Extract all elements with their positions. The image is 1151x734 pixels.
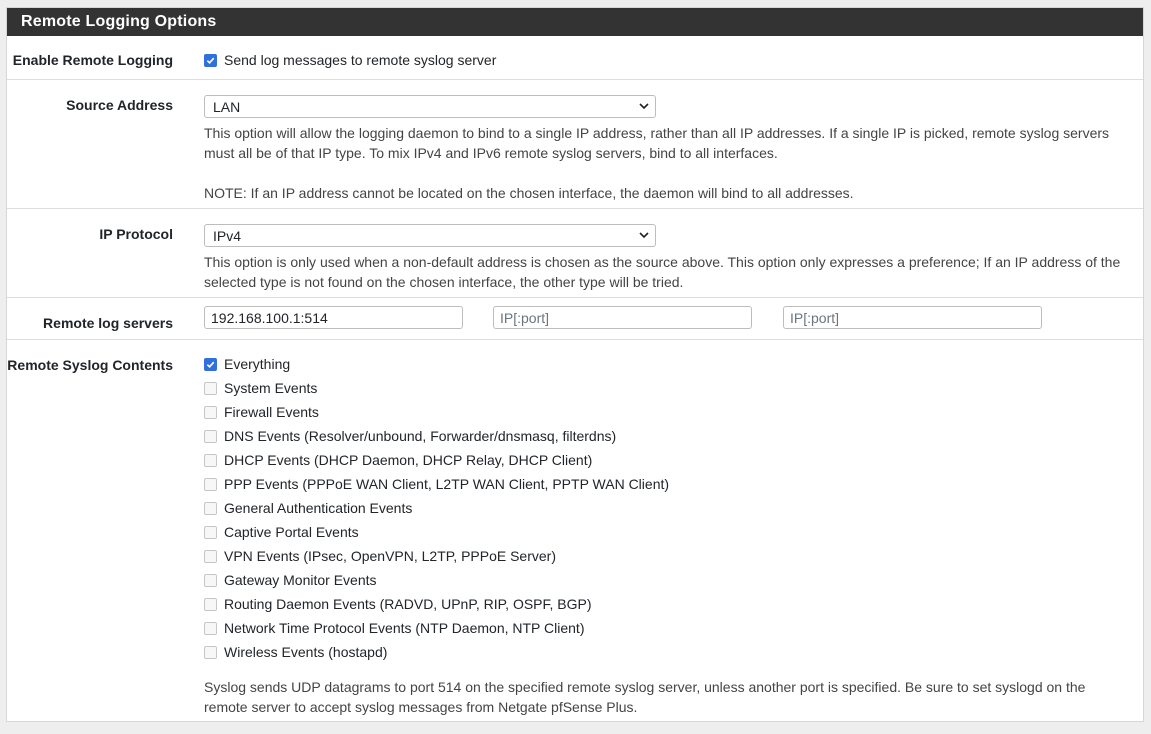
syslog-contents-item[interactable] bbox=[204, 592, 1131, 616]
remote-syslog-contents-row bbox=[7, 340, 1143, 720]
syslog-contents-label: System Events bbox=[224, 380, 318, 396]
syslog-contents-label: Firewall Events bbox=[224, 404, 319, 420]
syslog-contents-label: Network Time Protocol Events (NTP Daemon, NTP Client) bbox=[224, 620, 585, 636]
panel-title: Remote Logging Options bbox=[7, 8, 1143, 36]
syslog-contents-checkbox[interactable] bbox=[204, 478, 217, 491]
remote-syslog-contents-label: Remote Syslog Contents bbox=[7, 357, 173, 373]
source-address-help: This option will allow the logging daemon to bind to a single IP address, rather than all IP addresses. If a single IP is picked, remote syslog servers must all be of that IP type. To mix IPv4 and IPv6 remote syslog servers, bind to all interfaces. bbox=[204, 125, 1110, 161]
ip-protocol-help: This option is only used when a non-default address is chosen as the source above. This option only expresses a preference; If an IP address of the selected type is not found on the chosen interface, the other type will be tried. bbox=[204, 254, 1121, 290]
syslog-contents-label: General Authentication Events bbox=[224, 500, 413, 516]
syslog-contents-item[interactable] bbox=[204, 520, 1131, 544]
remote-log-servers-label: Remote log servers bbox=[43, 315, 173, 331]
syslog-contents-item[interactable] bbox=[204, 616, 1131, 640]
syslog-contents-checkbox[interactable] bbox=[204, 622, 217, 635]
enable-remote-logging-label: Enable Remote Logging bbox=[12, 52, 173, 68]
ip-protocol-row bbox=[7, 209, 1143, 298]
syslog-contents-checkbox[interactable] bbox=[204, 646, 217, 659]
remote-log-servers-row bbox=[7, 298, 1143, 340]
syslog-contents-item[interactable] bbox=[204, 472, 1131, 496]
remote-log-server-1-input[interactable] bbox=[204, 306, 463, 329]
ip-protocol-select[interactable] bbox=[204, 224, 656, 247]
source-address-note: NOTE: If an IP address cannot be located on the chosen interface, the daemon will bind to all addresses. bbox=[204, 185, 854, 201]
syslog-contents-label: Captive Portal Events bbox=[224, 524, 359, 540]
syslog-contents-item[interactable] bbox=[204, 496, 1131, 520]
ip-protocol-label: IP Protocol bbox=[99, 226, 173, 242]
source-address-select-wrap[interactable] bbox=[204, 95, 656, 118]
syslog-contents-item[interactable] bbox=[204, 544, 1131, 568]
syslog-contents-item[interactable] bbox=[204, 568, 1131, 592]
source-address-row bbox=[7, 80, 1143, 209]
syslog-contents-label: VPN Events (IPsec, OpenVPN, L2TP, PPPoE Server) bbox=[224, 548, 556, 564]
syslog-contents-label: Routing Daemon Events (RADVD, UPnP, RIP, OSPF, BGP) bbox=[224, 596, 592, 612]
remote-syslog-contents-list bbox=[204, 352, 1131, 664]
syslog-contents-item[interactable] bbox=[204, 400, 1131, 424]
syslog-contents-label: PPP Events (PPPoE WAN Client, L2TP WAN Client, PPTP WAN Client) bbox=[224, 476, 670, 492]
syslog-contents-label: DNS Events (Resolver/unbound, Forwarder/dnsmasq, filterdns) bbox=[224, 428, 617, 444]
syslog-contents-checkbox[interactable] bbox=[204, 502, 217, 515]
source-address-label: Source Address bbox=[66, 97, 173, 113]
enable-remote-logging-row bbox=[7, 36, 1143, 80]
check-icon bbox=[206, 360, 215, 369]
syslog-contents-checkbox[interactable] bbox=[204, 430, 217, 443]
syslog-contents-label: Gateway Monitor Events bbox=[224, 572, 377, 588]
enable-remote-logging-checkbox-row[interactable] bbox=[204, 50, 1131, 70]
remote-log-server-2-input[interactable] bbox=[493, 306, 752, 329]
remote-syslog-help: Syslog sends UDP datagrams to port 514 on the specified remote syslog server, unless another port is specified. Be sure to set syslogd on the remote server to accept syslog messages from Netgate pfSense Plus. bbox=[204, 679, 1086, 715]
syslog-contents-label: Everything bbox=[224, 356, 291, 372]
syslog-contents-item[interactable] bbox=[204, 448, 1131, 472]
syslog-contents-checkbox[interactable] bbox=[204, 598, 217, 611]
syslog-contents-checkbox[interactable] bbox=[204, 526, 217, 539]
syslog-contents-label: DHCP Events (DHCP Daemon, DHCP Relay, DHCP Client) bbox=[224, 452, 593, 468]
remote-logging-panel bbox=[6, 7, 1144, 722]
source-address-select[interactable] bbox=[204, 95, 656, 118]
syslog-contents-item[interactable] bbox=[204, 376, 1131, 400]
ip-protocol-select-wrap[interactable] bbox=[204, 224, 656, 247]
enable-remote-logging-checkbox[interactable] bbox=[204, 54, 217, 67]
syslog-contents-checkbox[interactable] bbox=[204, 550, 217, 563]
syslog-contents-checkbox[interactable] bbox=[204, 406, 217, 419]
syslog-contents-checkbox[interactable] bbox=[204, 454, 217, 467]
check-icon bbox=[206, 56, 215, 65]
syslog-contents-checkbox[interactable] bbox=[204, 574, 217, 587]
remote-log-server-3-input[interactable] bbox=[783, 306, 1042, 329]
syslog-contents-label: Wireless Events (hostapd) bbox=[224, 644, 388, 660]
syslog-contents-item[interactable] bbox=[204, 352, 1131, 376]
syslog-contents-checkbox[interactable] bbox=[204, 382, 217, 395]
syslog-contents-checkbox[interactable] bbox=[204, 358, 217, 371]
syslog-contents-item[interactable] bbox=[204, 640, 1131, 664]
enable-remote-logging-text: Send log messages to remote syslog server bbox=[224, 52, 497, 68]
syslog-contents-item[interactable] bbox=[204, 424, 1131, 448]
